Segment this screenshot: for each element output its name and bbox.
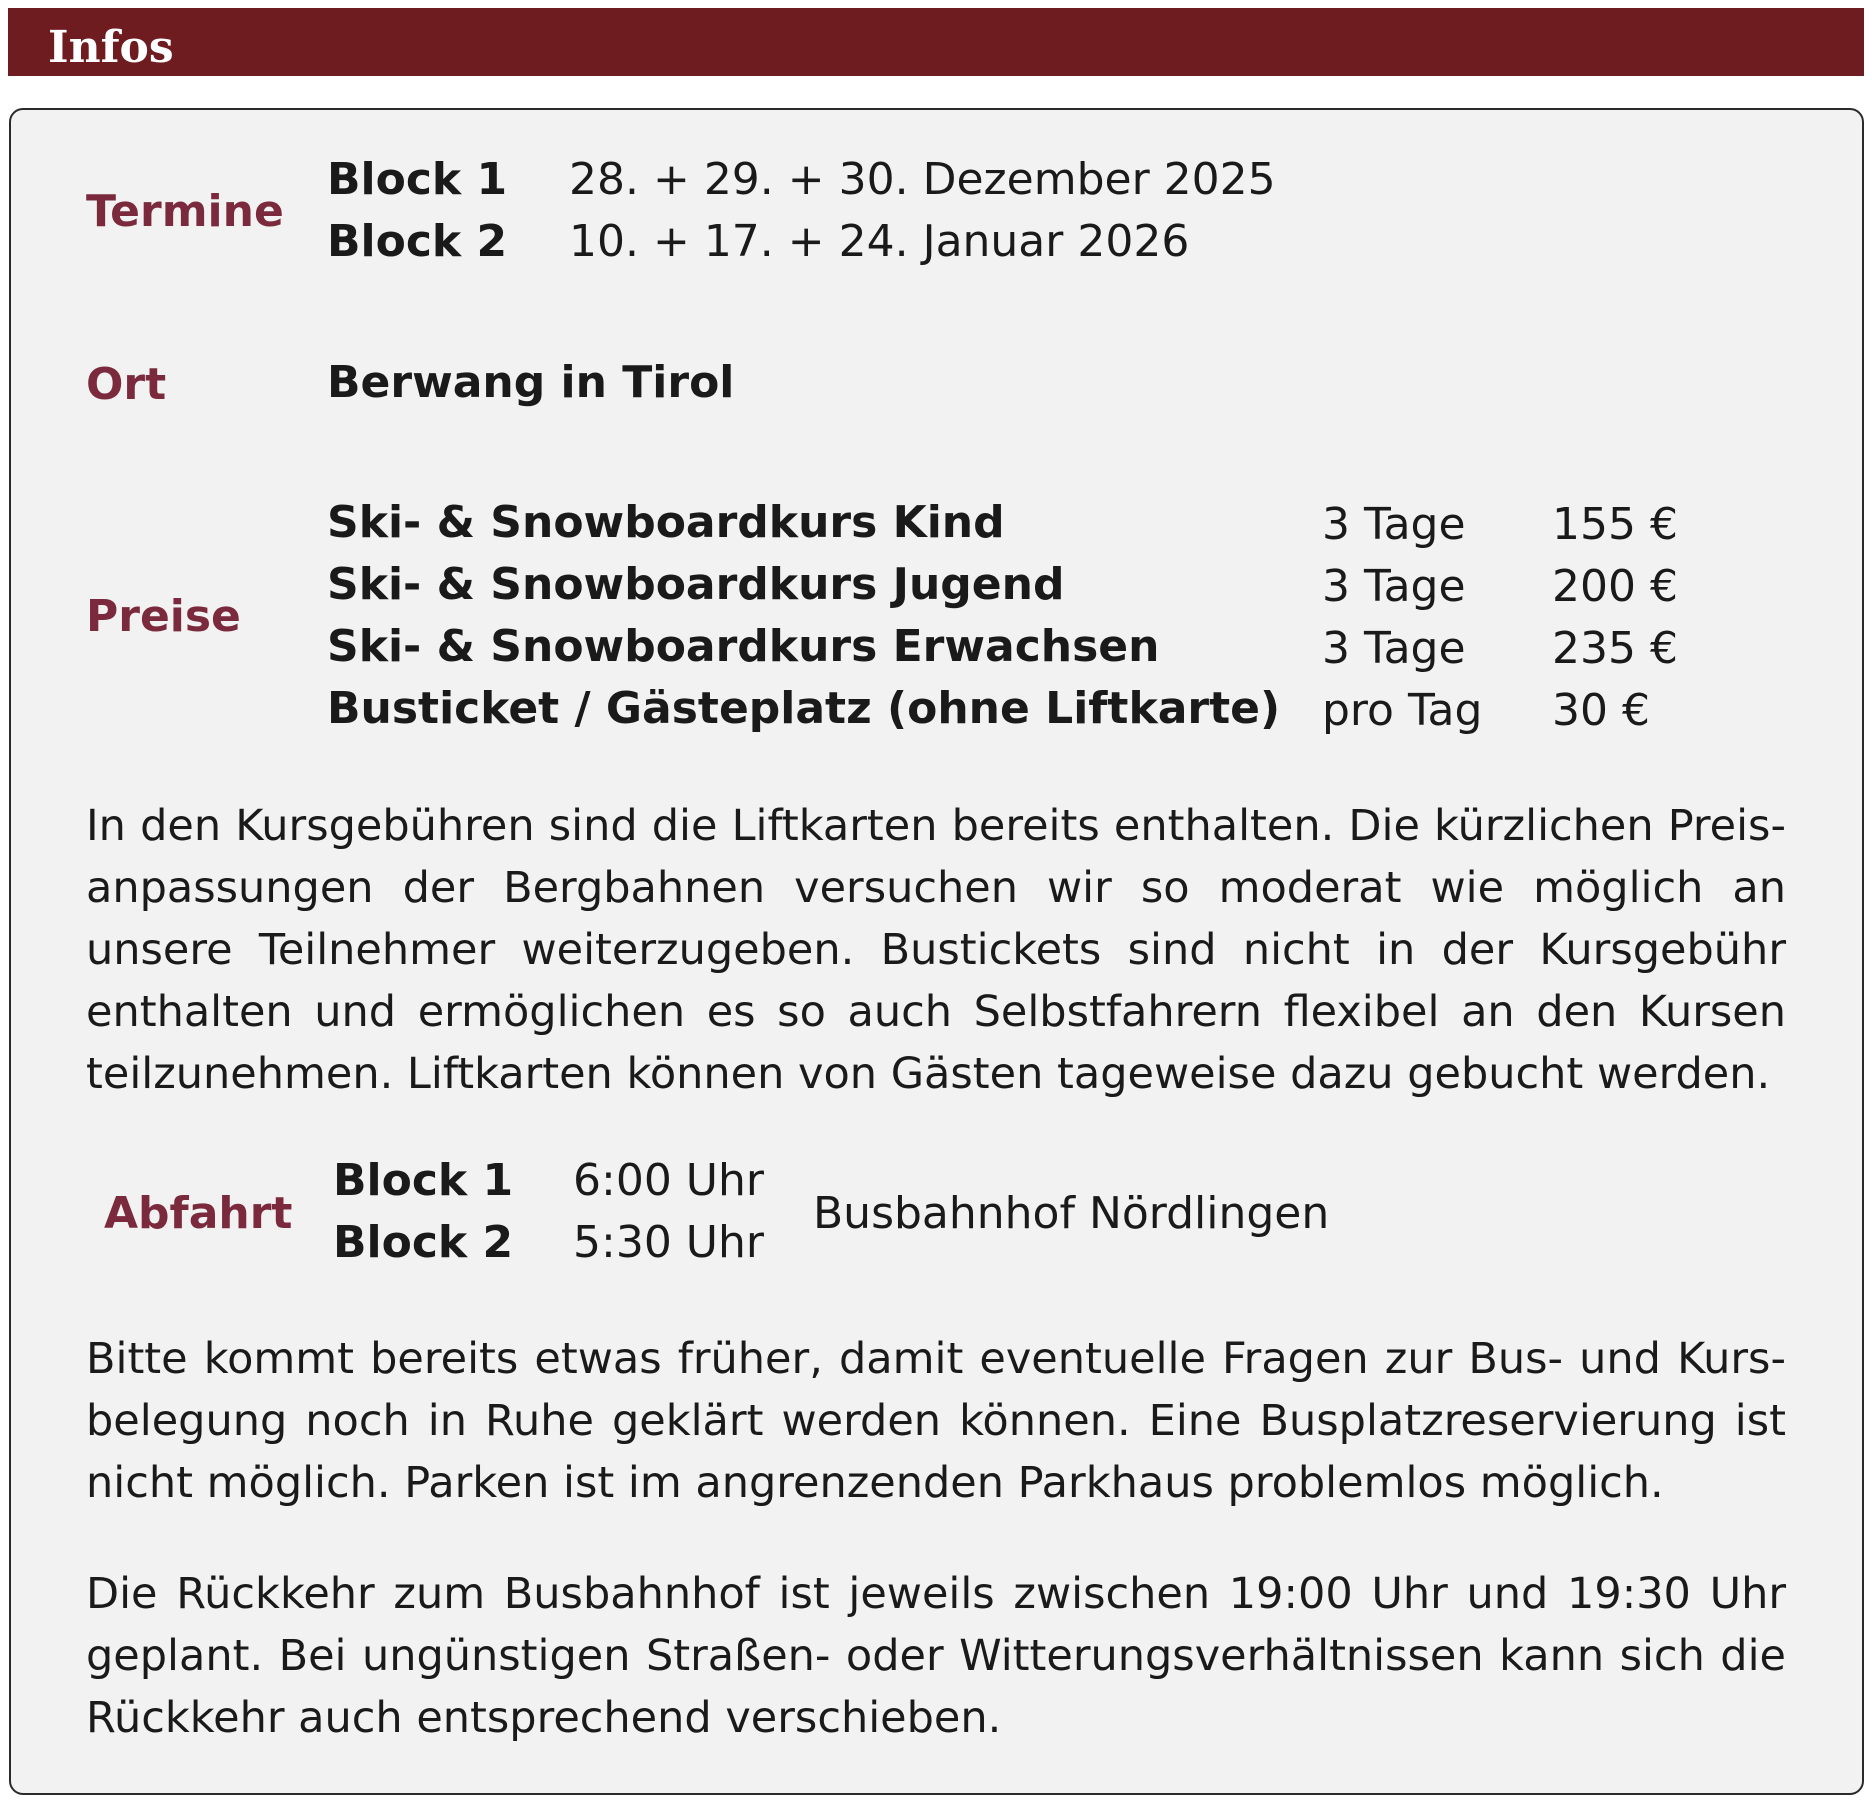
ort-value: Berwang in Tirol: [327, 357, 735, 408]
termine-block-2-name: Block 2: [327, 216, 508, 267]
abfahrt-location: Busbahnhof Nördlingen: [813, 1188, 1330, 1239]
preis-row-2-name: Ski- & Snowboardkurs Jugend: [327, 559, 1065, 610]
preis-row-4-price: 30 €: [1552, 685, 1650, 736]
section-header: [8, 8, 1864, 76]
abfahrt-label: Abfahrt: [104, 1188, 293, 1239]
preis-row-1-duration: 3 Tage: [1322, 499, 1466, 550]
preise-label: Preise: [86, 591, 241, 642]
preis-row-3-name: Ski- & Snowboardkurs Erwachsen: [327, 621, 1160, 672]
termine-block-1-name: Block 1: [327, 154, 508, 205]
termine-block-2-dates: 10. + 17. + 24. Januar 2026: [569, 216, 1190, 267]
preis-row-3-duration: 3 Tage: [1322, 623, 1466, 674]
preis-row-4-name: Busticket / Gästeplatz (ohne Liftkarte): [327, 683, 1281, 734]
abfahrt-description: Bitte kommt bereits etwas früher, damit eventuelle Fragen zur Bus- und Kursbelegung noch in Ruhe geklärt werden können. Eine Busplatzreservierung ist nicht möglich. Parken ist im angrenzenden Parkhaus problemlos möglich.: [86, 1334, 1786, 1508]
termine-label: Termine: [86, 186, 284, 237]
preis-row-2-price: 200 €: [1552, 561, 1678, 612]
preis-row-4-duration: pro Tag: [1322, 685, 1483, 736]
abfahrt-block-2-name: Block 2: [333, 1217, 514, 1268]
ort-label: Ort: [86, 359, 167, 410]
abfahrt-block-1-name: Block 1: [333, 1155, 514, 1206]
preis-row-3-price: 235 €: [1552, 623, 1678, 674]
section-title: Infos: [48, 22, 174, 73]
termine-block-1-dates: 28. + 29. + 30. Dezember 2025: [569, 154, 1276, 205]
abfahrt-block-1-time: 6:00 Uhr: [573, 1155, 764, 1206]
preis-row-2-duration: 3 Tage: [1322, 561, 1466, 612]
rueckkehr-description: Die Rückkehr zum Busbahnhof ist jeweils zwischen 19:00 Uhr und 19:30 Uhr geplant. Bei ungünstigen Straßen- oder Witterungsverhältnissen kann sich die Rückkehr auch entsprechend verschieben.: [86, 1569, 1786, 1743]
preis-row-1-name: Ski- & Snowboardkurs Kind: [327, 497, 1005, 548]
preise-description: In den Kursgebühren sind die Liftkarten bereits enthalten. Die kürzlichen Preisanpassungen der Bergbahnen versuchen wir so moderat wie möglich an unsere Teilnehmer weiterzugeben. Bustickets sind nicht in der Kursgebühr enthalten und ermöglichen es so auch Selbstfahrern flexibel an den Kursen teilzunehmen. Liftkarten können von Gästen tageweise dazu gebucht werden.: [86, 801, 1786, 1099]
abfahrt-block-2-time: 5:30 Uhr: [573, 1217, 764, 1268]
preis-row-1-price: 155 €: [1552, 499, 1678, 550]
